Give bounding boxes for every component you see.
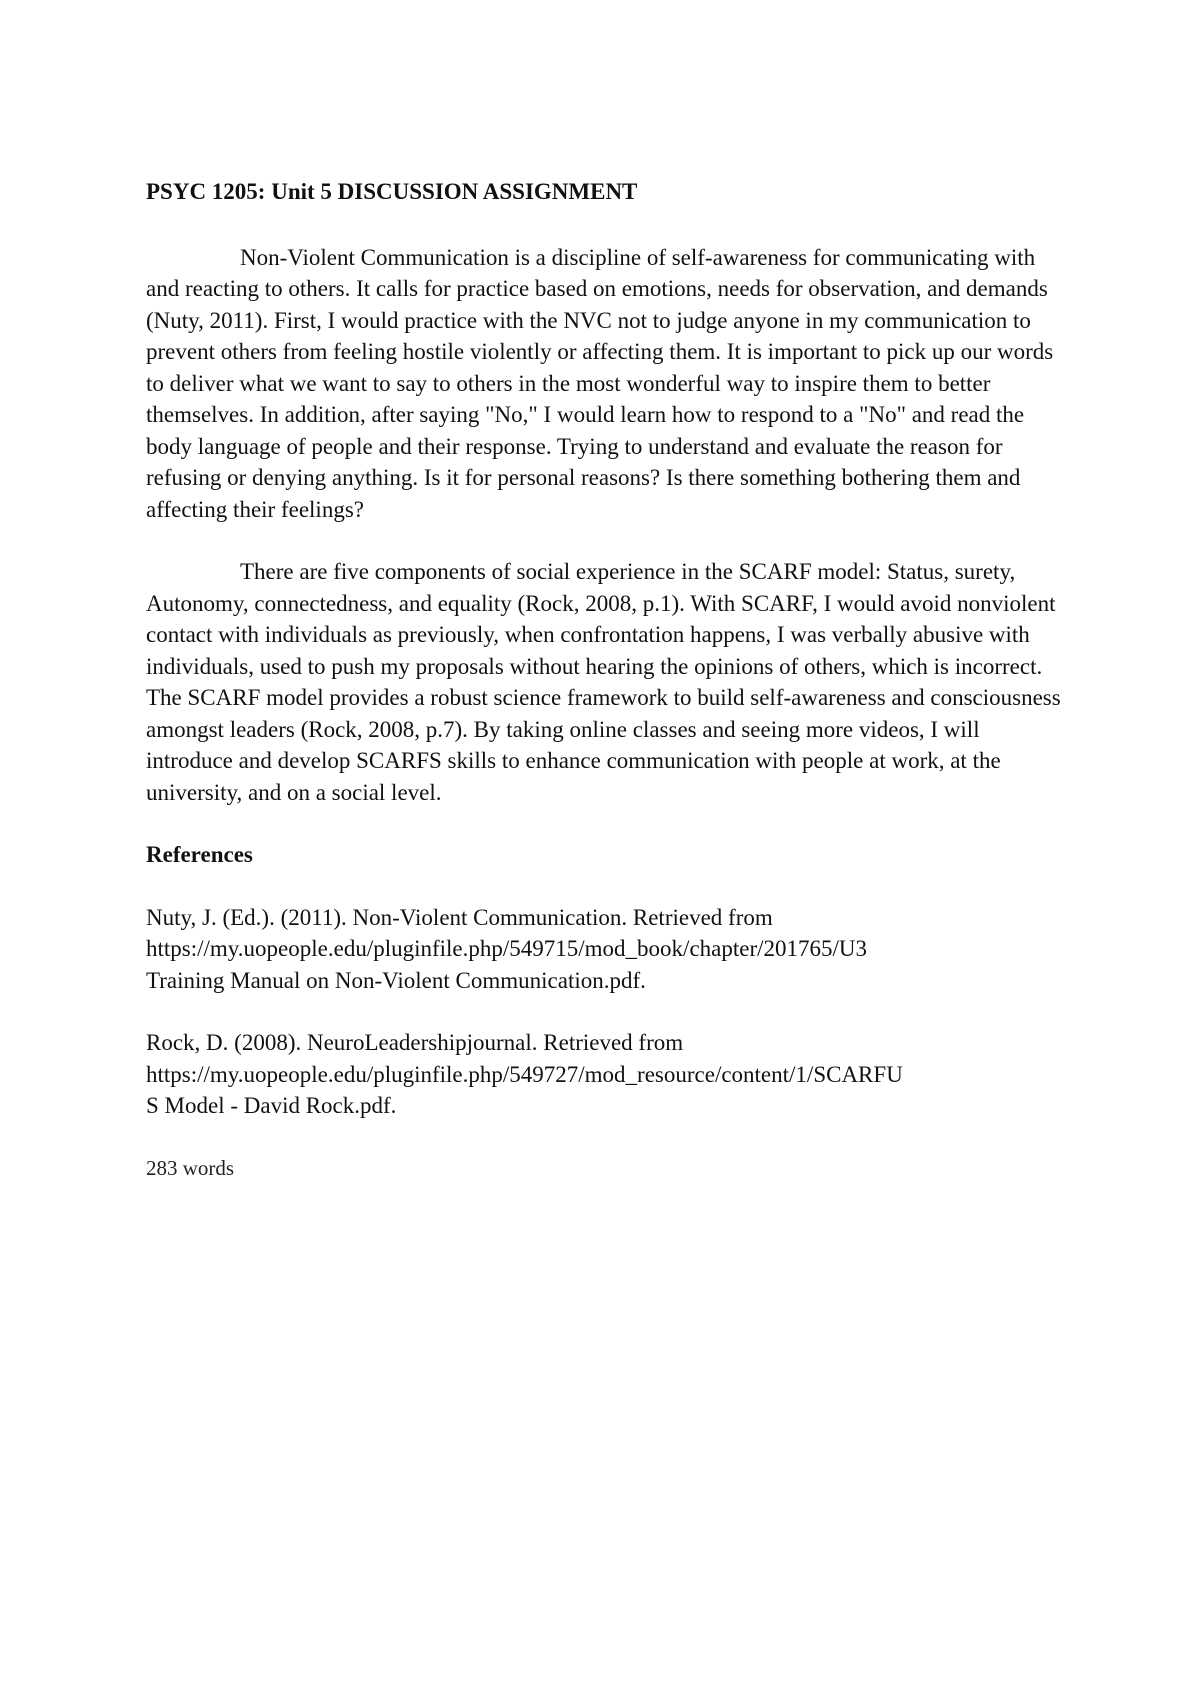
document-title: PSYC 1205: Unit 5 DISCUSSION ASSIGNMENT <box>146 179 638 204</box>
reference-url-tail: S Model - David Rock.pdf. <box>146 1093 397 1118</box>
reference-url: https://my.uopeople.edu/pluginfile.php/549727/mod_resource/content/1/SCARFU <box>146 1061 903 1087</box>
word-count: 283 words <box>146 1155 235 1180</box>
reference-entry <box>146 1027 1066 1122</box>
reference-citation: Nuty, J. (Ed.). (2011). Non-Violent Communication. Retrieved from <box>146 904 773 930</box>
reference-url: https://my.uopeople.edu/pluginfile.php/549715/mod_book/chapter/201765/U3 <box>146 936 868 961</box>
reference-entry <box>146 902 1066 997</box>
document-body <box>146 176 1066 1184</box>
reference-citation: Rock, D. (2008). NeuroLeadershipjournal. Retrieved from <box>146 1030 684 1055</box>
references-heading: References <box>146 842 253 867</box>
reference-url-tail: Training Manual on Non-Violent Communication.pdf. <box>146 967 646 993</box>
paragraph-scarf: There are five components of social experience in the SCARF model: Status, surety, Autonomy, connectedness, and equality (Rock, 2008, p.1). With SCARF, I would avoid nonviolent contact with individuals as previously, when confrontation happens, I was verbally abusive with individuals, used to push my proposals without hearing the opinions of others, which is incorrect. The SCARF model provides a robust science framework to build self-awareness and consciousness amongst leaders (Rock, 2008, p.7). By taking online classes and seeing more videos, I will introduce and develop SCARFS skills to enhance communication with people at work, at the university, and on a social level. <box>146 559 1061 805</box>
paragraph-nvc: Non-Violent Communication is a discipline of self-awareness for communicating with and reacting to others. It calls for practice based on emotions, needs for observation, and demands (Nuty, 2011). First, I would practice with the NVC not to judge anyone in my communication to prevent others from feeling hostile violently or affecting them. It is important to pick up our words to deliver what we want to say to others in the most wonderful way to inspire them to better themselves. In addition, after saying "No," I would learn how to respond to a "No" and read the body language of people and their response. Trying to understand and evaluate the reason for refusing or denying anything. Is it for personal reasons? Is there something bothering them and affecting their feelings? <box>146 244 1054 522</box>
